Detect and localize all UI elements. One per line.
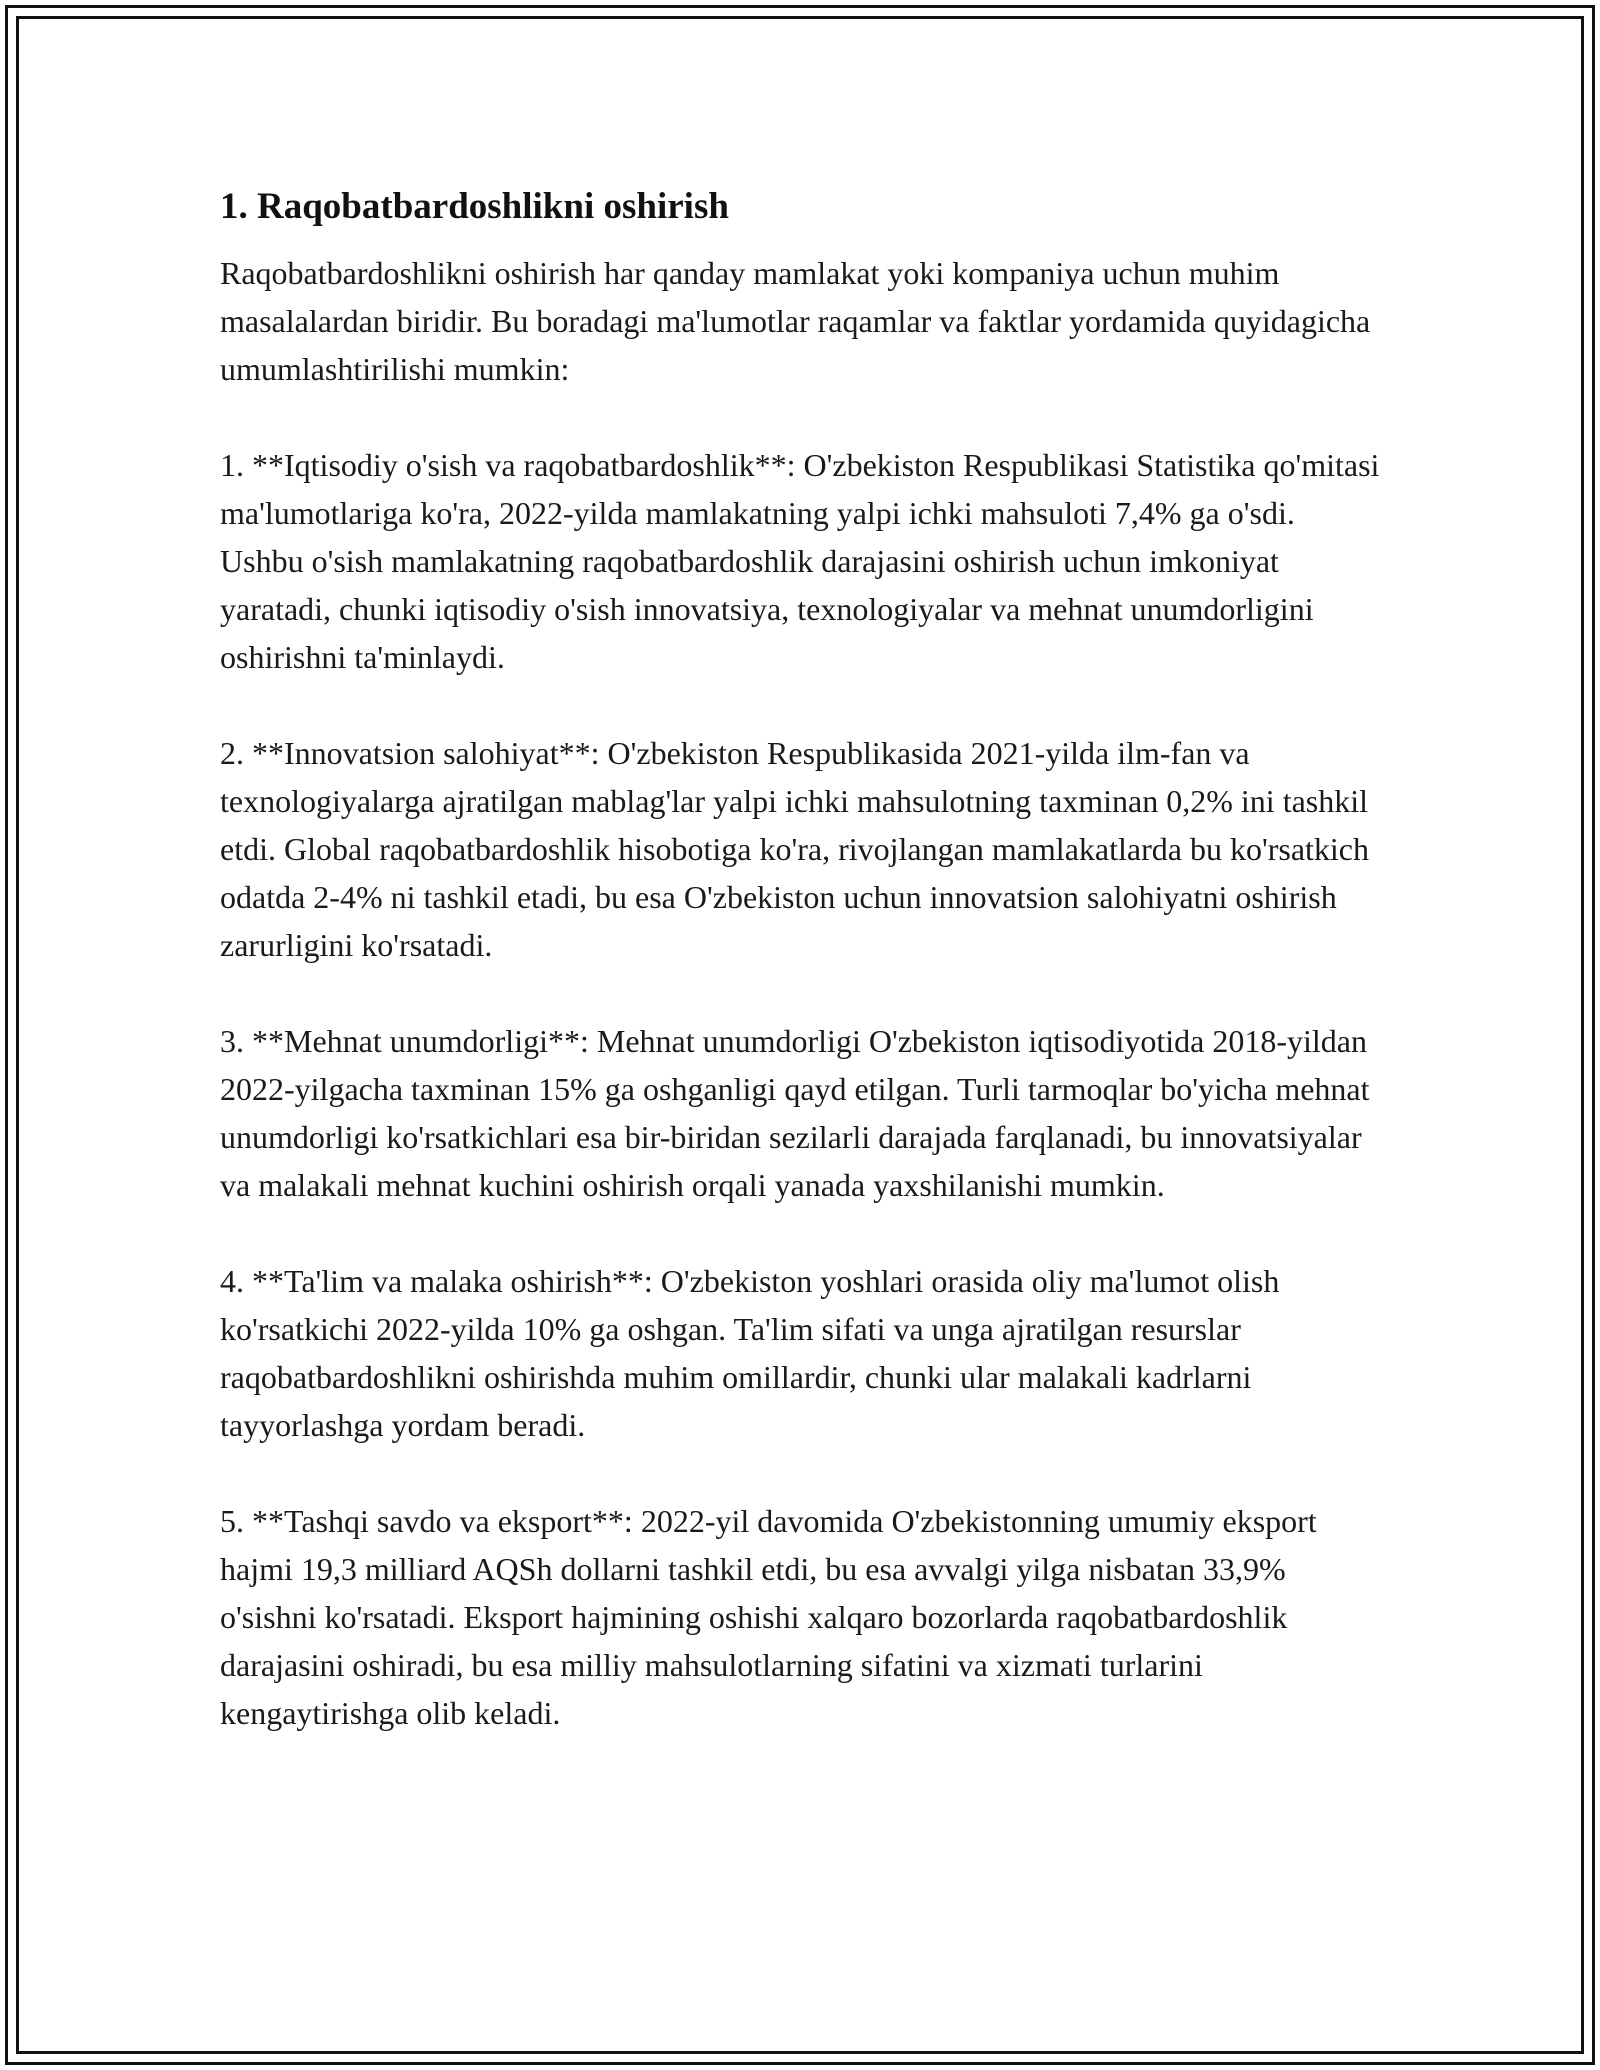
list-item-innovation-potential: 2. **Innovatsion salohiyat**: O'zbekiston Respublikasida 2021-yilda ilm-fan va texnologiyalarga ajratilgan mablag'lar yalpi ichki mahsulotning taxminan 0,2% ini tashkil etdi. Global raqobatbardoshlik hisobotiga ko'ra, rivojlangan mamlakatlarda bu ko'rsatkich odatda 2-4% ni tashkil etadi, bu esa O'zbekiston uchun innovatsion salohiyatni oshirish zarurligini ko'rsatadi.	[220, 735, 1369, 963]
document-body	[220, 183, 1380, 1785]
list-item-economic-growth: 1. **Iqtisodiy o'sish va raqobatbardoshlik**: O'zbekiston Respublikasi Statistika qo'mitasi ma'lumotlariga ko'ra, 2022-yilda mamlakatning yalpi ichki mahsuloti 7,4% ga o'sdi. Ushbu o'sish mamlakatning raqobatbardoshlik darajasini oshirish uchun imkoniyat yaratadi, chunki iqtisodiy o'sish innovatsiya, texnologiyalar va mehnat unumdorligini oshirishni ta'minlaydi.	[220, 447, 1380, 675]
list-item-education-training: 4. **Ta'lim va malaka oshirish**: O'zbekiston yoshlari orasida oliy ma'lumot olish ko'rsatkichi 2022-yilda 10% ga oshgan. Ta'lim sifati va unga ajratilgan resurslar raqobatbardoshlikni oshirishda muhim omillardir, chunki ular malakali kadrlarni tayyorlashga yordam beradi.	[220, 1263, 1280, 1443]
section-heading: 1. Raqobatbardoshlikni oshirish	[220, 186, 729, 227]
intro-paragraph: Raqobatbardoshlikni oshirish har qanday mamlakat yoki kompaniya uchun muhim masalalardan biridir. Bu boradagi ma'lumotlar raqamlar va faktlar yordamida quyidagicha umumlashtirilishi mumkin:	[220, 255, 1371, 387]
list-item-foreign-trade-export: 5. **Tashqi savdo va eksport**: 2022-yil davomida O'zbekistonning umumiy eksport hajmi 19,3 milliard AQSh dollarni tashkil etdi, bu esa avvalgi yilga nisbatan 33,9% o'sishni ko'rsatadi. Eksport hajmining oshishi xalqaro bozorlarda raqobatbardoshlik darajasini oshiradi, bu esa milliy mahsulotlarning sifatini va xizmati turlarini kengaytirishga olib keladi.	[220, 1503, 1317, 1731]
list-item-labor-productivity: 3. **Mehnat unumdorligi**: Mehnat unumdorligi O'zbekiston iqtisodiyotida 2018-yildan 2022-yilgacha taxminan 15% ga oshganligi qayd etilgan. Turli tarmoqlar bo'yicha mehnat unumdorligi ko'rsatkichlari esa bir-biridan sezilarli darajada farqlanadi, bu innovatsiyalar va malakali mehnat kuchini oshirish orqali yanada yaxshilanishi mumkin.	[220, 1023, 1370, 1203]
